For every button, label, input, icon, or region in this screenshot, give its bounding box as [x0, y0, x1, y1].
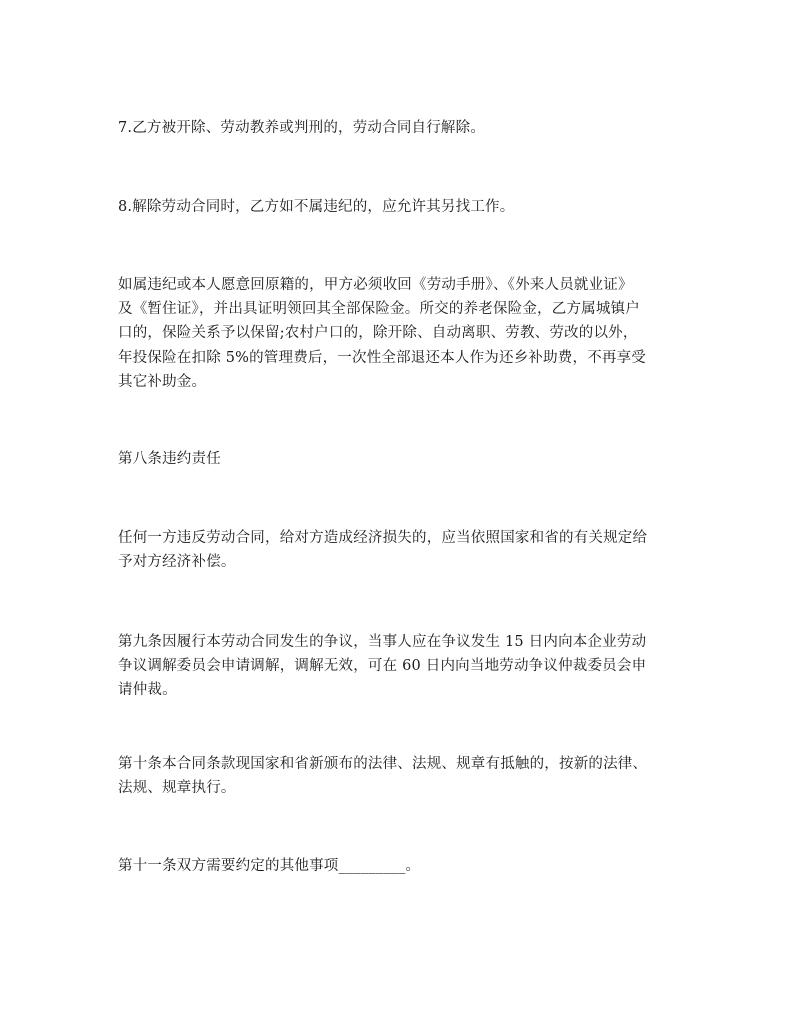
disciplinary-insurance-paragraph: 如属违纪或本人愿意回原籍的，甲方必须收回《劳动手册》、《外来人员就业证》 及《暂住证》，并出具证明领回其全部保险金。所交的养老保险金，乙方属城镇户 口的，保险关系予以保留;农村户口的，除开除、自动离职、劳教、劳改的以外， 年投保险在扣除 5%的管理费后，一次性全部退还本人作为还乡补助费，不再享受 其它补助金。	[118, 277, 647, 390]
breach-compensation-paragraph: 任何一方违反劳动合同，给对方造成经济损失的，应当依照国家和省的有关规定给 予对方经济补偿。	[118, 530, 648, 571]
article-8-heading: 第八条违约责任	[118, 451, 221, 467]
article-11-other-matters-paragraph: 第十一条双方需要约定的其他事项_________。	[118, 858, 421, 874]
clause-8-find-work: 8.解除劳动合同时，乙方如不属违纪的，应允许其另找工作。	[118, 199, 515, 215]
article-9-dispute-paragraph: 第九条因履行本劳动合同发生的争议，当事人应在争议发生 15 日内向本企业劳动 争议调解委员会申请调解，调解无效，可在 60 日内向当地劳动争议仲裁委员会申 请仲裁。	[118, 634, 647, 699]
article-10-law-conflict-paragraph: 第十条本合同条款现国家和省新颁布的法律、法规、规章有抵触的，按新的法律、 法规、规章执行。	[118, 756, 648, 797]
clause-7-termination: 7.乙方被开除、劳动教养或判刑的，劳动合同自行解除。	[118, 120, 486, 136]
